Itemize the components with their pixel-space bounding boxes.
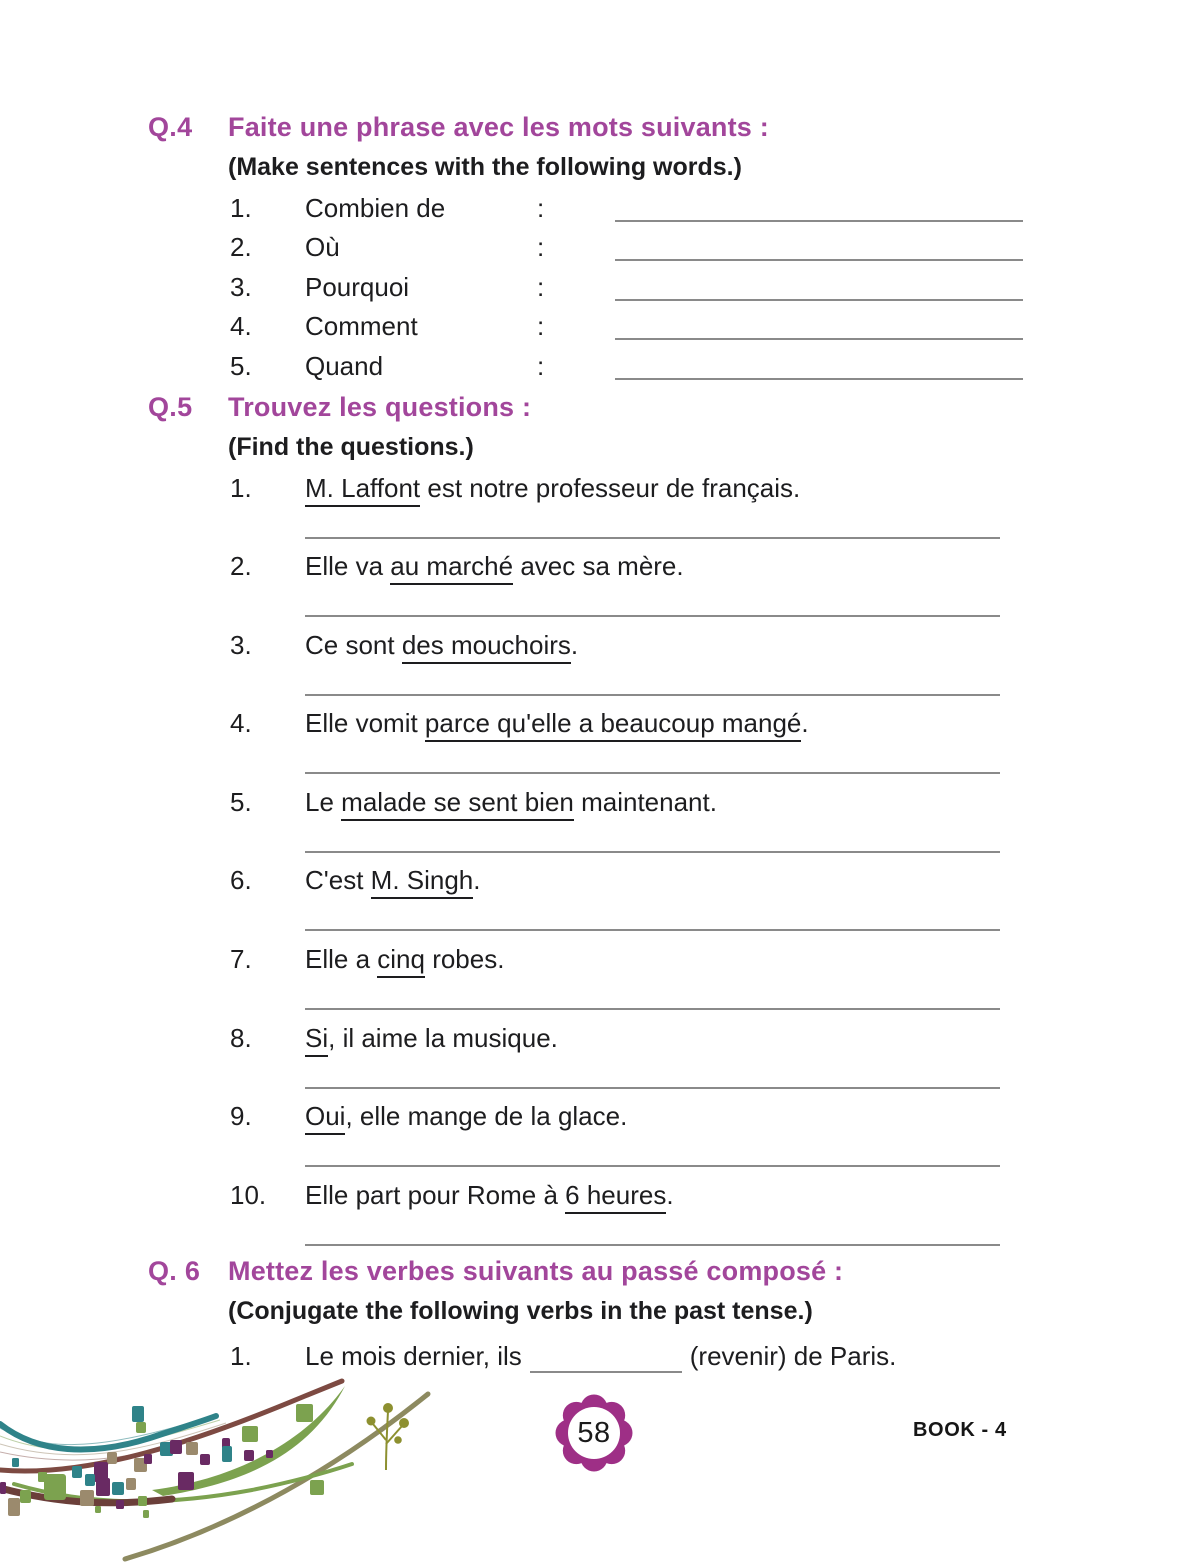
item-number: 1.	[230, 472, 252, 503]
q5-item	[148, 706, 1033, 785]
item-number: 5.	[230, 786, 252, 817]
answer-blank-line	[305, 615, 1000, 617]
item-sentence	[305, 1101, 627, 1132]
item-word: Quand	[305, 350, 384, 381]
q4-item	[148, 310, 1033, 350]
underlined-text: au marché	[390, 551, 513, 585]
item-number: 3.	[230, 629, 252, 660]
q5-item	[148, 1099, 1033, 1178]
text-segment: Elle vomit	[305, 708, 425, 739]
item-sentence	[305, 1180, 674, 1211]
answer-blank-line	[305, 1008, 1000, 1010]
q5-item	[148, 628, 1033, 707]
q5-heading	[148, 392, 1033, 422]
decorative-art	[0, 1378, 470, 1563]
q4-heading	[148, 112, 1033, 142]
text-segment: est notre professeur de français.	[420, 472, 801, 503]
answer-blank-line	[615, 220, 1023, 222]
answer-blank-line	[305, 851, 1000, 853]
item-colon: :	[537, 192, 545, 223]
page-content	[148, 112, 1033, 1377]
item-colon: :	[537, 271, 545, 302]
answer-blank-line	[615, 378, 1023, 380]
text-segment: Elle a	[305, 944, 378, 975]
text-segment: Elle va	[305, 551, 391, 582]
answer-blank-line	[305, 929, 1000, 931]
item-sentence	[305, 1335, 1033, 1373]
underlined-text: parce qu'elle a beaucoup mangé	[425, 708, 801, 742]
page-number: 58	[577, 1416, 611, 1449]
answer-blank-line	[305, 1087, 1000, 1089]
q4-label: Q.4	[148, 112, 193, 142]
underlined-text: Oui	[305, 1101, 345, 1135]
section-q5	[148, 392, 1033, 1257]
q5-item-list	[148, 471, 1033, 1257]
item-sentence	[305, 708, 809, 739]
item-number: 4.	[230, 311, 252, 341]
item-number: 1.	[230, 192, 252, 223]
answer-blank-line	[305, 694, 1000, 696]
text-segment: maintenant.	[573, 786, 717, 817]
underlined-text: M. Laffont	[305, 473, 420, 507]
q4-item-list	[148, 191, 1033, 389]
text-segment: .	[473, 865, 481, 896]
item-number: 5.	[230, 350, 252, 381]
text-segment: .	[666, 1179, 674, 1210]
underlined-text: M. Singh	[371, 865, 474, 899]
text-segment: robes.	[424, 944, 505, 975]
answer-blank-line	[305, 772, 1000, 774]
item-sentence	[305, 630, 578, 661]
q4-subtitle: (Make sentences with the following words.)	[228, 153, 742, 181]
answer-blank-line	[305, 1165, 1000, 1167]
item-number: 7.	[230, 944, 252, 975]
item-sentence	[305, 865, 481, 896]
item-word: Où	[305, 232, 340, 262]
underlined-text: 6 heures	[565, 1180, 666, 1214]
q4-item	[148, 349, 1033, 389]
item-word: Comment	[305, 311, 418, 341]
text-after-blank: (revenir) de Paris.	[689, 1341, 897, 1372]
book-label: BOOK - 4	[913, 1419, 1007, 1441]
answer-blank-line	[615, 299, 1023, 301]
q5-item	[148, 471, 1033, 550]
text-segment: Le	[305, 786, 342, 817]
item-sentence	[305, 1023, 558, 1054]
q5-subtitle: (Find the questions.)	[228, 432, 474, 461]
q6-heading	[148, 1256, 1033, 1286]
item-number: 2.	[230, 551, 252, 582]
section-q6	[148, 1256, 1033, 1377]
text-segment: avec sa mère.	[513, 551, 684, 582]
q5-item	[148, 1021, 1033, 1100]
answer-blank-line	[305, 537, 1000, 539]
item-sentence	[305, 944, 504, 975]
item-word: Pourquoi	[305, 271, 410, 302]
item-number: 3.	[230, 271, 252, 302]
q5-item	[148, 785, 1033, 864]
q5-title: Trouvez les questions :	[228, 391, 532, 422]
underlined-text: Si	[305, 1023, 328, 1057]
text-segment: , il aime la musique.	[328, 1022, 558, 1053]
q6-item	[148, 1335, 1033, 1377]
q4-item	[148, 270, 1033, 310]
item-number: 10.	[230, 1179, 267, 1210]
item-colon: :	[537, 311, 545, 341]
q6-item-list	[148, 1335, 1033, 1377]
q5-item	[148, 863, 1033, 942]
q6-label: Q. 6	[148, 1256, 201, 1287]
answer-blank-line	[305, 1244, 1000, 1246]
q5-item	[148, 549, 1033, 628]
q5-item	[148, 1178, 1033, 1257]
item-word: Combien de	[305, 192, 446, 223]
q5-item	[148, 942, 1033, 1021]
q4-item	[148, 191, 1033, 231]
item-number: 2.	[230, 232, 252, 262]
text-before-blank: Le mois dernier, ils	[305, 1341, 522, 1372]
text-segment: , elle mange de la glace.	[345, 1101, 628, 1132]
answer-blank-line	[530, 1339, 682, 1373]
item-number: 8.	[230, 1022, 252, 1053]
answer-blank-line	[615, 259, 1023, 261]
item-colon: :	[537, 232, 545, 262]
underlined-text: malade se sent bien	[341, 787, 574, 821]
text-segment: .	[801, 708, 809, 739]
page-number-badge	[555, 1394, 633, 1472]
item-sentence	[305, 787, 717, 818]
q5-label: Q.5	[148, 391, 193, 422]
item-sentence	[305, 551, 684, 582]
item-number: 9.	[230, 1101, 252, 1132]
q6-title: Mettez les verbes suivants au passé composé :	[228, 1256, 844, 1287]
answer-blank-line	[615, 338, 1023, 340]
q4-item	[148, 231, 1033, 271]
text-segment: Ce sont	[305, 629, 402, 660]
item-number: 1.	[230, 1341, 252, 1372]
text-segment: C'est	[305, 865, 371, 896]
item-number: 6.	[230, 865, 252, 896]
item-colon: :	[537, 350, 545, 381]
q4-title: Faite une phrase avec les mots suivants :	[228, 112, 769, 142]
underlined-text: cinq	[377, 944, 425, 978]
text-segment: .	[570, 629, 579, 660]
underlined-text: des mouchoirs	[402, 630, 571, 664]
text-segment: Elle part pour Rome à	[305, 1179, 566, 1210]
item-sentence	[305, 473, 800, 504]
item-number: 4.	[230, 708, 252, 739]
section-q4	[148, 112, 1033, 389]
q6-subtitle: (Conjugate the following verbs in the past tense.)	[228, 1297, 813, 1326]
